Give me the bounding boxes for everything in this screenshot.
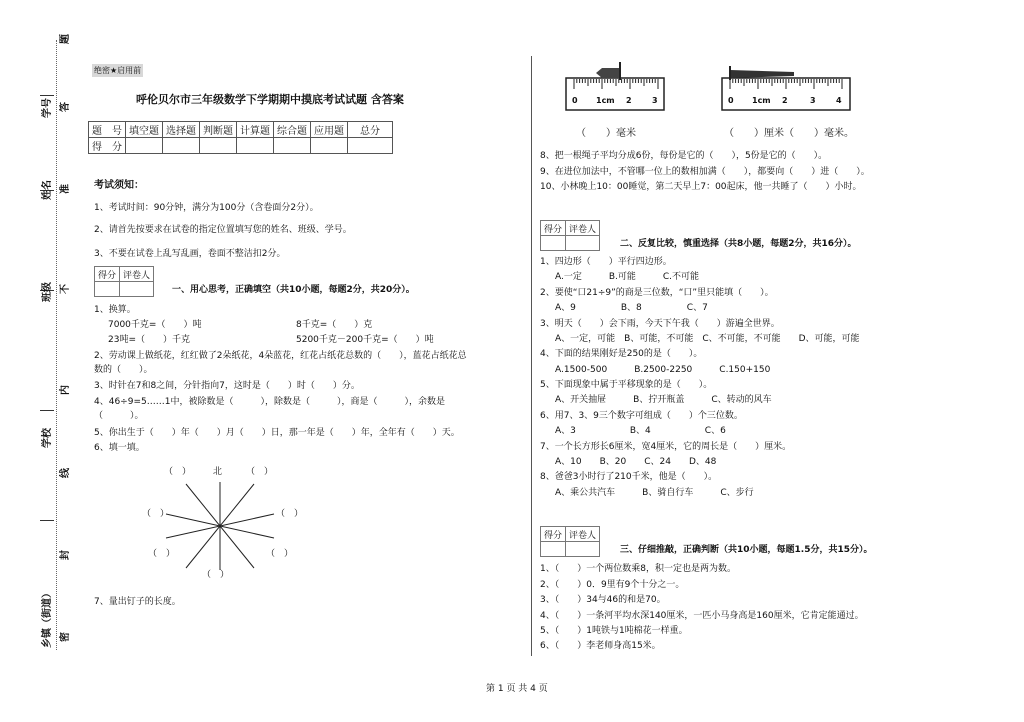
grader-box <box>94 266 154 297</box>
notice-item: 3、不要在试卷上乱写乱画，卷面不整洁扣2分。 <box>94 249 286 259</box>
grader-score-label: 得分 <box>541 221 566 236</box>
question-line: 1、（ ）一个两位数乘8，积一定也是两为数。 <box>540 564 736 574</box>
ruler-tick-label: 2 <box>782 96 788 105</box>
score-cell[interactable] <box>348 138 393 154</box>
school-label: 学校 <box>42 428 53 448</box>
question-line: 6、（ ）李老师身高15米。 <box>540 641 661 651</box>
option-line: A.一定 B.可能 C.不可能 <box>555 272 700 282</box>
question-line: 6、填一填。 <box>94 443 145 453</box>
section-title: 三、仔细推敲，正确判断（共10小题，每题1.5分，共15分）。 <box>620 545 873 555</box>
ruler-tick-label: 4 <box>836 96 842 105</box>
compass-blank[interactable]: （ ） <box>246 467 274 477</box>
question-line: 8千克=（ ）克 <box>296 320 373 330</box>
option-line: A、3 B、4 C、6 <box>555 426 726 436</box>
question-line: 数的（ ）。 <box>94 365 153 375</box>
score-row-label: 得 分 <box>89 138 126 154</box>
question-line: 1、换算。 <box>94 305 136 315</box>
option-line: A.1500-500 B.2500-2250 C.150+150 <box>555 365 771 375</box>
ruler-tick-label: 3 <box>810 96 816 105</box>
question-line: 2、要使“口21÷9”的商是三位数，“口”里只能填（ ）。 <box>540 288 774 298</box>
ruler-tick-label: 3 <box>652 96 658 105</box>
option-line: A、开关抽屉 B、拧开瓶盖 C、转动的风车 <box>555 395 772 405</box>
ruler-answer-left: （ ）毫米 <box>576 128 636 139</box>
nail-ruler-left <box>562 60 668 116</box>
question-line: 2、劳动课上做纸花，红红做了2朵纸花，4朵蓝花，红花占纸花总数的（ ），蓝花占纸花总 <box>94 351 467 361</box>
option-line: A、9 B、8 C、7 <box>555 303 708 313</box>
ruler-tick-label: 2 <box>626 96 632 105</box>
binding-label: 内 <box>60 385 71 395</box>
compass-blank[interactable]: （ ） <box>202 570 230 580</box>
grader-reviewer-cell[interactable] <box>566 542 600 557</box>
compass-blank[interactable]: （ ） <box>164 467 192 477</box>
grader-score-label: 得分 <box>95 267 120 282</box>
score-table-header: 填空题 <box>126 122 163 138</box>
option-line: A、一定，可能 B、可能，不可能 C、不可能，不可能 D、可能，可能 <box>555 334 860 344</box>
compass-blank[interactable]: （ ） <box>148 549 176 559</box>
grader-reviewer-label: 评卷人 <box>120 267 154 282</box>
score-table-header: 总分 <box>348 122 393 138</box>
grader-reviewer-label: 评卷人 <box>566 221 600 236</box>
score-table-header: 选择题 <box>163 122 200 138</box>
section-title: 一、用心思考，正确填空（共10小题，每题2分，共20分）。 <box>172 285 415 295</box>
page-footer: 第 1 页 共 4 页 <box>486 684 548 694</box>
score-cell[interactable] <box>237 138 274 154</box>
nail-ruler-right <box>718 60 856 116</box>
score-cell[interactable] <box>163 138 200 154</box>
ruler-tick-label: 0 <box>728 96 734 105</box>
question-line: 2、（ ）0．9里有9个十分之一。 <box>540 580 685 590</box>
question-line: （ ）。 <box>94 411 144 421</box>
question-line: 4、46÷9=5……1中，被除数是（ ），除数是（ ），商是（ ），余数是 <box>94 397 445 407</box>
binding-label: 线 <box>60 468 71 478</box>
question-line: 4、（ ）一条河平均水深140厘米，一匹小马身高是160厘米，它肯定能通过。 <box>540 611 864 621</box>
ruler-tick-label: 1cm <box>752 96 771 105</box>
grader-reviewer-cell[interactable] <box>566 236 600 251</box>
ruler-tick-label: 1cm <box>596 96 615 105</box>
binding-label: 准 <box>60 184 71 194</box>
score-table-header: 应用题 <box>311 122 348 138</box>
section-title: 二、反复比较，慎重选择（共8小题，每题2分，共16分）。 <box>620 239 857 249</box>
name-label: 姓名 <box>42 180 53 200</box>
secret-tag: 绝密★启用前 <box>94 66 142 75</box>
page-title: 呼伦贝尔市三年级数学下学期期中摸底考试试题 含答案 <box>136 93 404 106</box>
grader-score-label: 得分 <box>541 527 566 542</box>
notice-title: 考试须知： <box>94 180 144 191</box>
question-line: 6、用7、3、9三个数字可组成（ ）个三位数。 <box>540 411 743 421</box>
question-line: 5200千克－200千克=（ ）吨 <box>296 335 434 345</box>
binding-label: 题 <box>60 34 71 44</box>
compass-blank[interactable]: （ ） <box>142 509 170 519</box>
notice-item: 2、请首先按要求在试卷的指定位置填写您的姓名、班级、学号。 <box>94 225 352 235</box>
compass-blank[interactable]: （ ） <box>266 549 294 559</box>
score-cell[interactable] <box>311 138 348 154</box>
ruler-tick-label: 0 <box>572 96 578 105</box>
grader-box <box>540 220 600 251</box>
question-line: 3、明天（ ）会下雨，今天下午我（ ）游遍全世界。 <box>540 319 780 329</box>
binding-label: 答 <box>60 102 71 112</box>
binding-label: 密 <box>60 632 71 642</box>
grader-score-cell[interactable] <box>95 282 120 297</box>
question-line: 3、时针在7和8之间，分针指向7，这时是（ ）时（ ）分。 <box>94 381 360 391</box>
question-line: 7、量出钉子的长度。 <box>94 597 181 607</box>
question-line: 5、下面现象中属于平移现象的是（ ）。 <box>540 380 713 390</box>
question-line: 4、下面的结果刚好是250的是（ ）。 <box>540 349 703 359</box>
question-line: 8、把一根绳子平均分成6份，每份是它的（ ），5份是它的（ ）。 <box>540 151 828 161</box>
score-table-header: 判断题 <box>200 122 237 138</box>
compass-north-label: 北 <box>213 467 223 477</box>
question-line: 1、四边形（ ）平行四边形。 <box>540 257 672 267</box>
binding-label: 不 <box>60 284 71 294</box>
option-line: A、10 B、20 C、24 D、48 <box>555 457 717 467</box>
question-line: 9、在进位加法中，不管哪一位上的数相加满（ ），都要向（ ）进（ ）。 <box>540 167 870 177</box>
ruler-answer-right: （ ）厘米（ ）毫米。 <box>724 128 854 139</box>
score-table-header: 题 号 <box>89 122 126 138</box>
question-line: 7、一个长方形长6厘米，宽4厘米，它的周长是（ ）厘米。 <box>540 442 792 452</box>
question-line: 10、小林晚上10：00睡觉，第二天早上7：00起床，他一共睡了（ ）小时。 <box>540 182 862 192</box>
option-line: A、乘公共汽车 B、骑自行车 C、步行 <box>555 488 754 498</box>
score-table-header: 综合题 <box>274 122 311 138</box>
question-line: 5、（ ）1吨铁与1吨棉花一样重。 <box>540 626 688 636</box>
grader-reviewer-label: 评卷人 <box>566 527 600 542</box>
question-line: 23吨=（ ）千克 <box>108 335 190 345</box>
question-line: 3、（ ）34与46的和是70。 <box>540 595 666 605</box>
score-cell[interactable] <box>274 138 311 154</box>
score-cell[interactable] <box>126 138 163 154</box>
column-divider <box>531 56 532 656</box>
score-table <box>88 121 393 154</box>
binding-label: 封 <box>60 550 71 560</box>
grader-reviewer-cell[interactable] <box>120 282 154 297</box>
class-label: 班级 <box>42 282 53 302</box>
question-line: 8、爸爸3小时行了210千米，他是（ ）。 <box>540 472 718 482</box>
question-line: 7000千克=（ ）吨 <box>108 320 202 330</box>
grader-score-cell[interactable] <box>541 542 566 557</box>
compass-blank[interactable]: （ ） <box>276 509 304 519</box>
question-line: 5、你出生于（ ）年（ ）月（ ）日，那一年是（ ）年，全年有（ ）天。 <box>94 428 460 438</box>
grader-score-cell[interactable] <box>541 236 566 251</box>
town-label: 乡镇（街道） <box>42 588 53 648</box>
notice-item: 1、考试时间：90分钟，满分为100分（含卷面分2分）。 <box>94 203 319 213</box>
grader-box <box>540 526 600 557</box>
student-id-label: 学号 <box>42 98 53 118</box>
score-table-header: 计算题 <box>237 122 274 138</box>
score-cell[interactable] <box>200 138 237 154</box>
